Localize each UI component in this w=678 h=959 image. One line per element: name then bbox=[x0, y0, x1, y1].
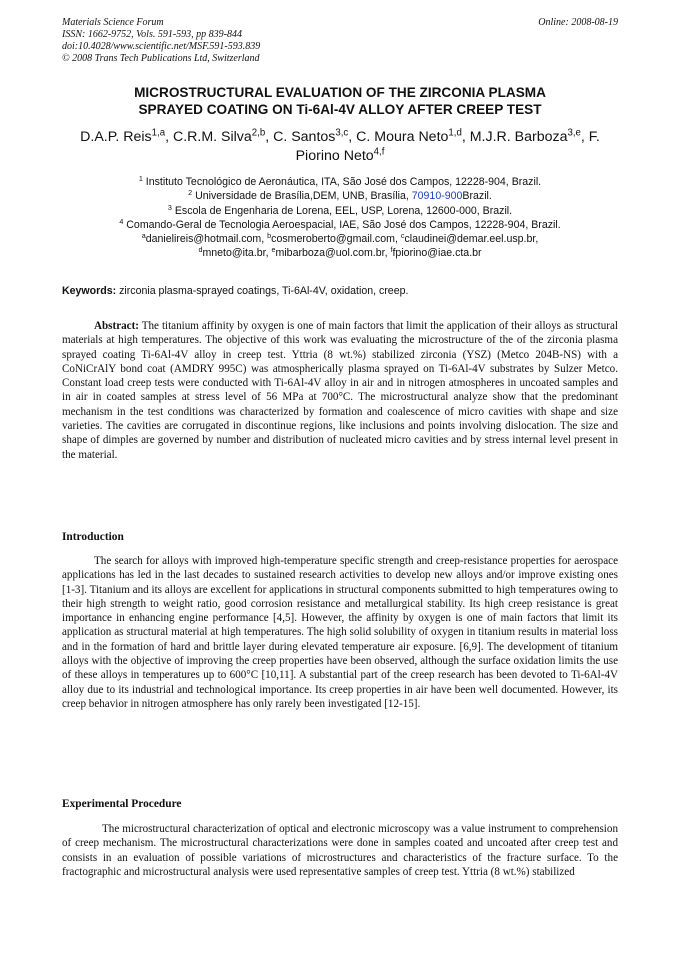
issn-line: ISSN: 1662-9752, Vols. 591-593, pp 839-844 bbox=[62, 29, 242, 40]
email-address[interactable]: mneto@ita.br, bbox=[202, 247, 272, 260]
affiliation-3 bbox=[62, 204, 618, 218]
author-sep: , bbox=[580, 129, 589, 145]
keywords-label: Keywords: bbox=[62, 285, 117, 297]
section-heading-experimental: Experimental Procedure bbox=[62, 798, 182, 810]
author-sup: 4,f bbox=[373, 146, 385, 158]
introduction-paragraph: The search for alloys with improved high-temperature specific strength and creep-resistance properties for aerospace applications has led in the last decades to sustained research activities to develop new alloys and/or improve existing ones [1-3]. Titanium and its alloys are excellent for applications in structural components submitted to high temperatures owing to their high strength to weight ratio, good corrosion resistance and metallurgical stability. Its high creep resistance is great importance in enhancing engine performance [4,5]. However, the affinity by oxygen is one of main factors that limit its application as structural material at high temperatures. The high solid solubility of oxygen in titanium results in material loss and in the formation of hard and brittle layer during elevated temperature air exposure. [6,9]. The development of titanium alloys with the objective of improving the creep properties have been observed, although the surface oxidation limits the use of these alloys in temperatures up to 600°C [10,11]. A substantial part of the creep research has been devoted to Ti-6Al-4V alloy due to its industrial and technological importance. Its creep properties in air have been well documented. However, its creep behavior in nitrogen atmosphere has only rarely been investigated [12-15]. bbox=[62, 555, 618, 710]
email-sup: d bbox=[198, 245, 203, 255]
email-address[interactable]: danielireis@hotmail.com, bbox=[145, 233, 268, 246]
affiliation-text: Brazil. bbox=[462, 190, 492, 203]
author-name: F. Piorino Neto bbox=[295, 129, 600, 164]
journal-name: Materials Science Forum bbox=[62, 17, 164, 28]
affiliation-sup: 3 bbox=[167, 202, 172, 212]
affiliation-sup: 4 bbox=[119, 216, 124, 226]
author-sep: , bbox=[348, 129, 357, 145]
author-name: D.A.P. Reis bbox=[80, 129, 152, 145]
affiliation-text: Escola de Engenharia de Lorena, EEL, USP, Lorena, 12600-000, Brazil. bbox=[171, 204, 513, 217]
abstract-text: The titanium affinity by oxygen is one of main factors that limit the application of their alloys as structural materials at high temperatures. The objective of this work was evaluating the microstructure of the of the zirconia plasma sprayed coating Ti-6Al-4V alloy in creep test. Yttria (8 wt.%) stabilized zirconia (YSZ) (Metco 204B-NS) with a CoNiCrAlY bond coat (AMDRY 995C) was atmospherically plasma sprayed on Ti-6Al-4V substrates by Sulzer Metco. Constant load creep tests were conducted with Ti-6Al-4V alloy in air and in nitrogen atmospheres in uncoated samples and in air in coated samples at stress level of 56 MPa at 700°C. The microstructural analyze show that the predominant mechanism in the test conditions was characterized by formation and coalescence of micro cavities with shape and size varieties. The cavities are corrugated in discontinue regions, like inclusions and points involving dislocation. The size and shape of dimples are governed by number and distribution of nucleated micro cavities and by stress internal level present in the material. bbox=[62, 320, 618, 461]
copyright-line: © 2008 Trans Tech Publications Ltd, Switzerland bbox=[62, 53, 260, 64]
author-name: C.R.M. Silva bbox=[172, 129, 252, 145]
author-sep: , bbox=[461, 129, 470, 145]
author-sep: , bbox=[265, 129, 274, 145]
author-list bbox=[62, 128, 618, 166]
affiliation-1 bbox=[62, 175, 618, 189]
journal-header bbox=[62, 17, 618, 65]
doi-line: doi:10.4028/www.scientific.net/MSF.591-593.839 bbox=[62, 41, 261, 52]
email-sup: c bbox=[400, 231, 405, 241]
paper-title bbox=[62, 84, 618, 118]
section-heading-introduction: Introduction bbox=[62, 531, 124, 543]
abstract-label: Abstract: bbox=[94, 320, 139, 332]
title-line-1: MICROSTRUCTURAL EVALUATION OF THE ZIRCONIA PLASMA bbox=[134, 85, 546, 100]
author-sup: 1,d bbox=[448, 127, 462, 139]
author-sep: , bbox=[165, 129, 173, 145]
affiliation-2 bbox=[62, 189, 618, 203]
keywords-text: zirconia plasma-sprayed coatings, Ti-6Al-4V, oxidation, creep. bbox=[116, 285, 409, 297]
email-address[interactable]: cosmeroberto@gmail.com, bbox=[271, 233, 401, 246]
email-sup: e bbox=[271, 245, 276, 255]
affiliation-text: Instituto Tecnológico de Aeronáutica, ITA, São José dos Campos, 12228-904, Brazil. bbox=[142, 176, 542, 188]
affiliation-sup: 1 bbox=[138, 174, 143, 184]
keywords bbox=[62, 284, 618, 298]
affiliation-sup: 2 bbox=[188, 188, 193, 198]
email-address[interactable]: claudinei@demar.eel.usp.br, bbox=[404, 233, 539, 246]
affiliations bbox=[62, 175, 618, 261]
experimental-paragraph: The microstructural characterization of optical and electronic microscopy was a value instrument to comprehension of creep mechanism. The microstructural characterizations were done in samples coated and uncoated after creep test and consists in an evaluation of possible variations of microstructures and characteristics of the fracture surface. To the fractographic and microstructural analysis were used representative samples of creep test. Yttria (8 wt.%) stabilized bbox=[62, 823, 618, 878]
author-sup: 3,c bbox=[335, 127, 349, 139]
email-line-1 bbox=[62, 232, 618, 246]
author-sup: 1,a bbox=[151, 127, 166, 139]
affiliation-text: Comando-Geral de Tecnologia Aeroespacial, IAE, São José dos Campos, 12228-904, Brazil. bbox=[123, 218, 561, 231]
author-name: C. Santos bbox=[273, 129, 336, 145]
affiliation-4 bbox=[62, 218, 618, 232]
email-sup: a bbox=[141, 231, 146, 241]
abstract bbox=[62, 319, 618, 462]
author-sup: 2,b bbox=[251, 127, 266, 139]
email-sup: f bbox=[390, 245, 393, 255]
email-line-2 bbox=[62, 246, 618, 260]
affiliation-text: Universidade de Brasília,DEM, UNB, Brasília, bbox=[192, 190, 412, 203]
online-date: Online: 2008-08-19 bbox=[538, 17, 618, 28]
author-sup: 3,e bbox=[567, 127, 581, 139]
postal-code-link[interactable]: 70910-900 bbox=[411, 190, 463, 203]
title-line-2: SPRAYED COATING ON Ti-6Al-4V ALLOY AFTER CREEP TEST bbox=[138, 102, 542, 117]
author-name: C. Moura Neto bbox=[356, 129, 449, 145]
author-name: M.J.R. Barboza bbox=[469, 129, 568, 145]
email-address[interactable]: fpiorino@iae.cta.br bbox=[392, 247, 482, 260]
email-sup: b bbox=[267, 231, 272, 241]
email-address[interactable]: mibarboza@uol.com.br, bbox=[275, 247, 391, 260]
